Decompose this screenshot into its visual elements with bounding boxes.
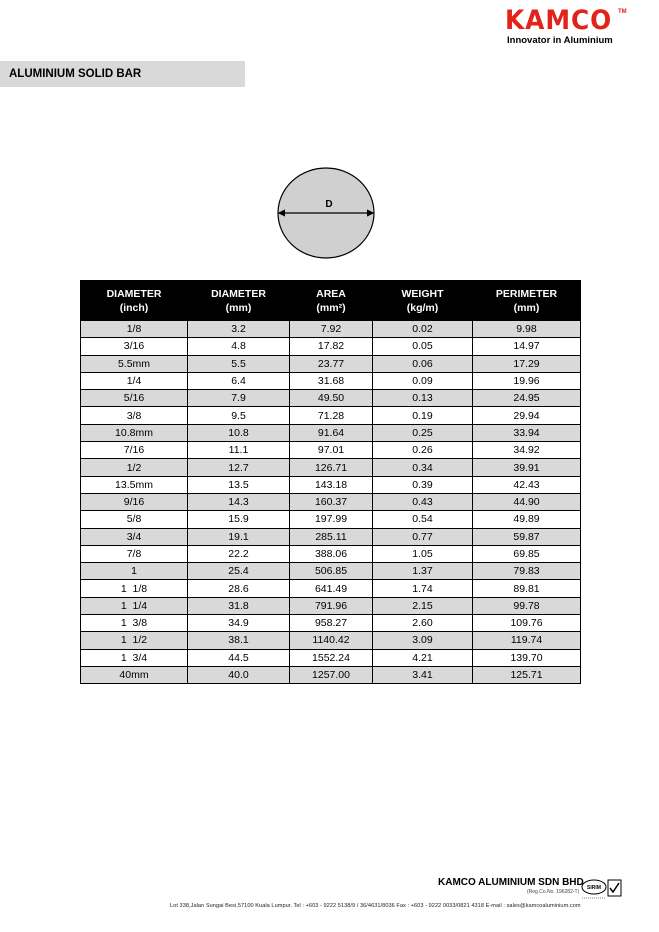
footer-address: Lot 338,Jalan Sungai Besi,57100 Kuala Lumpur. Tel : +603 - 9222 5138/9 / 36/4631/8036 Fax : +603 - 9222 0033/0821 4318 E-mail : sales@kamcoaluminium.com [170,903,581,909]
logo-trademark: TM [618,9,627,15]
cell-perimeter: 34.92 [473,442,581,459]
cell-weight: 0.26 [373,442,473,459]
cell-diameter-mm: 9.5 [188,407,290,424]
table-row [81,632,581,649]
cell-weight: 0.09 [373,372,473,389]
cell-area: 506.85 [290,563,373,580]
cell-weight: 0.02 [373,321,473,338]
table-row [81,563,581,580]
col-header-diameter-inch: DIAMETER (inch) [81,281,188,321]
cell-perimeter: 79.83 [473,563,581,580]
cell-area: 31.68 [290,372,373,389]
cell-area: 1257.00 [290,666,373,683]
cell-diameter-inch: 1/4 [81,372,188,389]
cell-weight: 1.37 [373,563,473,580]
cell-perimeter: 19.96 [473,372,581,389]
cell-area: 285.11 [290,528,373,545]
cell-area: 91.64 [290,424,373,441]
cell-weight: 4.21 [373,649,473,666]
cell-diameter-mm: 10.8 [188,424,290,441]
cell-diameter-mm: 19.1 [188,528,290,545]
cell-perimeter: 33.94 [473,424,581,441]
table-row [81,424,581,441]
cell-area: 97.01 [290,442,373,459]
cell-diameter-inch: 1 1/8 [81,580,188,597]
col-header-weight: WEIGHT (kg/m) [373,281,473,321]
cell-perimeter: 139.70 [473,649,581,666]
cell-perimeter: 109.76 [473,615,581,632]
cell-diameter-inch: 3/8 [81,407,188,424]
cell-diameter-inch: 7/16 [81,442,188,459]
cell-diameter-mm: 31.8 [188,597,290,614]
table-row [81,597,581,614]
cell-perimeter: 99.78 [473,597,581,614]
cell-area: 49.50 [290,390,373,407]
cell-perimeter: 17.29 [473,355,581,372]
cell-diameter-mm: 34.9 [188,615,290,632]
cell-diameter-mm: 15.9 [188,511,290,528]
cell-diameter-inch: 13.5mm [81,476,188,493]
cell-perimeter: 42.43 [473,476,581,493]
cell-diameter-inch: 1 1/4 [81,597,188,614]
cell-weight: 0.19 [373,407,473,424]
cell-diameter-mm: 40.0 [188,666,290,683]
cell-diameter-mm: 28.6 [188,580,290,597]
table-row [81,649,581,666]
cell-area: 791.96 [290,597,373,614]
cell-perimeter: 119.74 [473,632,581,649]
cell-diameter-inch: 3/4 [81,528,188,545]
cell-area: 160.37 [290,493,373,510]
cell-area: 1140.42 [290,632,373,649]
cert-text: SIRIM [587,885,601,891]
cell-perimeter: 69.85 [473,545,581,562]
cell-diameter-inch: 10.8mm [81,424,188,441]
cell-area: 17.82 [290,338,373,355]
cell-diameter-mm: 14.3 [188,493,290,510]
solid-bar-diagram [275,166,377,260]
cell-weight: 2.15 [373,597,473,614]
cell-weight: 1.05 [373,545,473,562]
table-row [81,476,581,493]
cell-diameter-mm: 11.1 [188,442,290,459]
table-row [81,493,581,510]
cell-weight: 1.74 [373,580,473,597]
cell-area: 641.49 [290,580,373,597]
cell-perimeter: 89.81 [473,580,581,597]
cell-area: 1552.24 [290,649,373,666]
cell-diameter-inch: 5/8 [81,511,188,528]
cell-diameter-inch: 7/8 [81,545,188,562]
cell-diameter-inch: 1 3/4 [81,649,188,666]
cell-perimeter: 14.97 [473,338,581,355]
cell-diameter-mm: 3.2 [188,321,290,338]
cell-weight: 0.13 [373,390,473,407]
table-row [81,580,581,597]
cell-weight: 2.60 [373,615,473,632]
table-header-row [81,281,581,321]
col-header-perimeter: PERIMETER (mm) [473,281,581,321]
cell-perimeter: 125.71 [473,666,581,683]
cell-diameter-mm: 6.4 [188,372,290,389]
cell-weight: 0.43 [373,493,473,510]
cell-diameter-mm: 5.5 [188,355,290,372]
cell-area: 7.92 [290,321,373,338]
table-row [81,390,581,407]
col-header-diameter-mm: DIAMETER (mm) [188,281,290,321]
footer-reg-no: (Reg.Co.No. 196282-T) [527,889,580,895]
cell-diameter-inch: 5.5mm [81,355,188,372]
table-row [81,372,581,389]
cell-perimeter: 44.90 [473,493,581,510]
table-row [81,321,581,338]
cell-perimeter: 39.91 [473,459,581,476]
cell-weight: 3.41 [373,666,473,683]
cell-diameter-inch: 1 [81,563,188,580]
table-row [81,615,581,632]
cell-perimeter: 29.94 [473,407,581,424]
col-header-area: AREA (mm²) [290,281,373,321]
cell-weight: 0.77 [373,528,473,545]
table-row [81,407,581,424]
cell-weight: 0.25 [373,424,473,441]
circle-cross-section-icon [275,166,377,260]
cell-diameter-mm: 38.1 [188,632,290,649]
cell-weight: 0.54 [373,511,473,528]
cell-weight: 0.34 [373,459,473,476]
cell-diameter-mm: 25.4 [188,563,290,580]
certification-badge-icon [580,877,622,901]
cell-area: 143.18 [290,476,373,493]
cell-area: 197.99 [290,511,373,528]
table-row [81,666,581,683]
cell-diameter-mm: 44.5 [188,649,290,666]
cell-diameter-inch: 5/16 [81,390,188,407]
cell-weight: 0.05 [373,338,473,355]
logo-tagline: Innovator in Aluminium [507,35,613,46]
table-row [81,528,581,545]
title-bar [0,61,245,87]
table-row [81,459,581,476]
cell-weight: 0.06 [373,355,473,372]
table-row [81,442,581,459]
cell-weight: 0.39 [373,476,473,493]
cell-diameter-mm: 4.8 [188,338,290,355]
cell-weight: 3.09 [373,632,473,649]
cell-diameter-mm: 7.9 [188,390,290,407]
page-title: ALUMINIUM SOLID BAR [9,68,142,80]
cell-perimeter: 24.95 [473,390,581,407]
diameter-label: D [325,199,333,210]
cell-area: 958.27 [290,615,373,632]
cell-diameter-inch: 1/8 [81,321,188,338]
kamco-logo [505,6,630,46]
cell-area: 388.06 [290,545,373,562]
cell-perimeter: 49.89 [473,511,581,528]
table-row [81,338,581,355]
cell-area: 23.77 [290,355,373,372]
table-row [81,511,581,528]
cell-diameter-inch: 9/16 [81,493,188,510]
cell-area: 126.71 [290,459,373,476]
footer-company-name: KAMCO ALUMINIUM SDN BHD [438,877,584,888]
cell-diameter-inch: 1 1/2 [81,632,188,649]
table-row [81,355,581,372]
cell-diameter-inch: 40mm [81,666,188,683]
cell-perimeter: 9.98 [473,321,581,338]
cell-diameter-mm: 13.5 [188,476,290,493]
cell-diameter-mm: 12.7 [188,459,290,476]
cell-diameter-inch: 1/2 [81,459,188,476]
specs-table [80,280,581,684]
cell-diameter-inch: 1 3/8 [81,615,188,632]
table-row [81,545,581,562]
logo-wordmark: KAMCO [505,5,613,36]
cell-diameter-inch: 3/16 [81,338,188,355]
cell-area: 71.28 [290,407,373,424]
cell-perimeter: 59.87 [473,528,581,545]
table-body [81,321,581,684]
cell-diameter-mm: 22.2 [188,545,290,562]
